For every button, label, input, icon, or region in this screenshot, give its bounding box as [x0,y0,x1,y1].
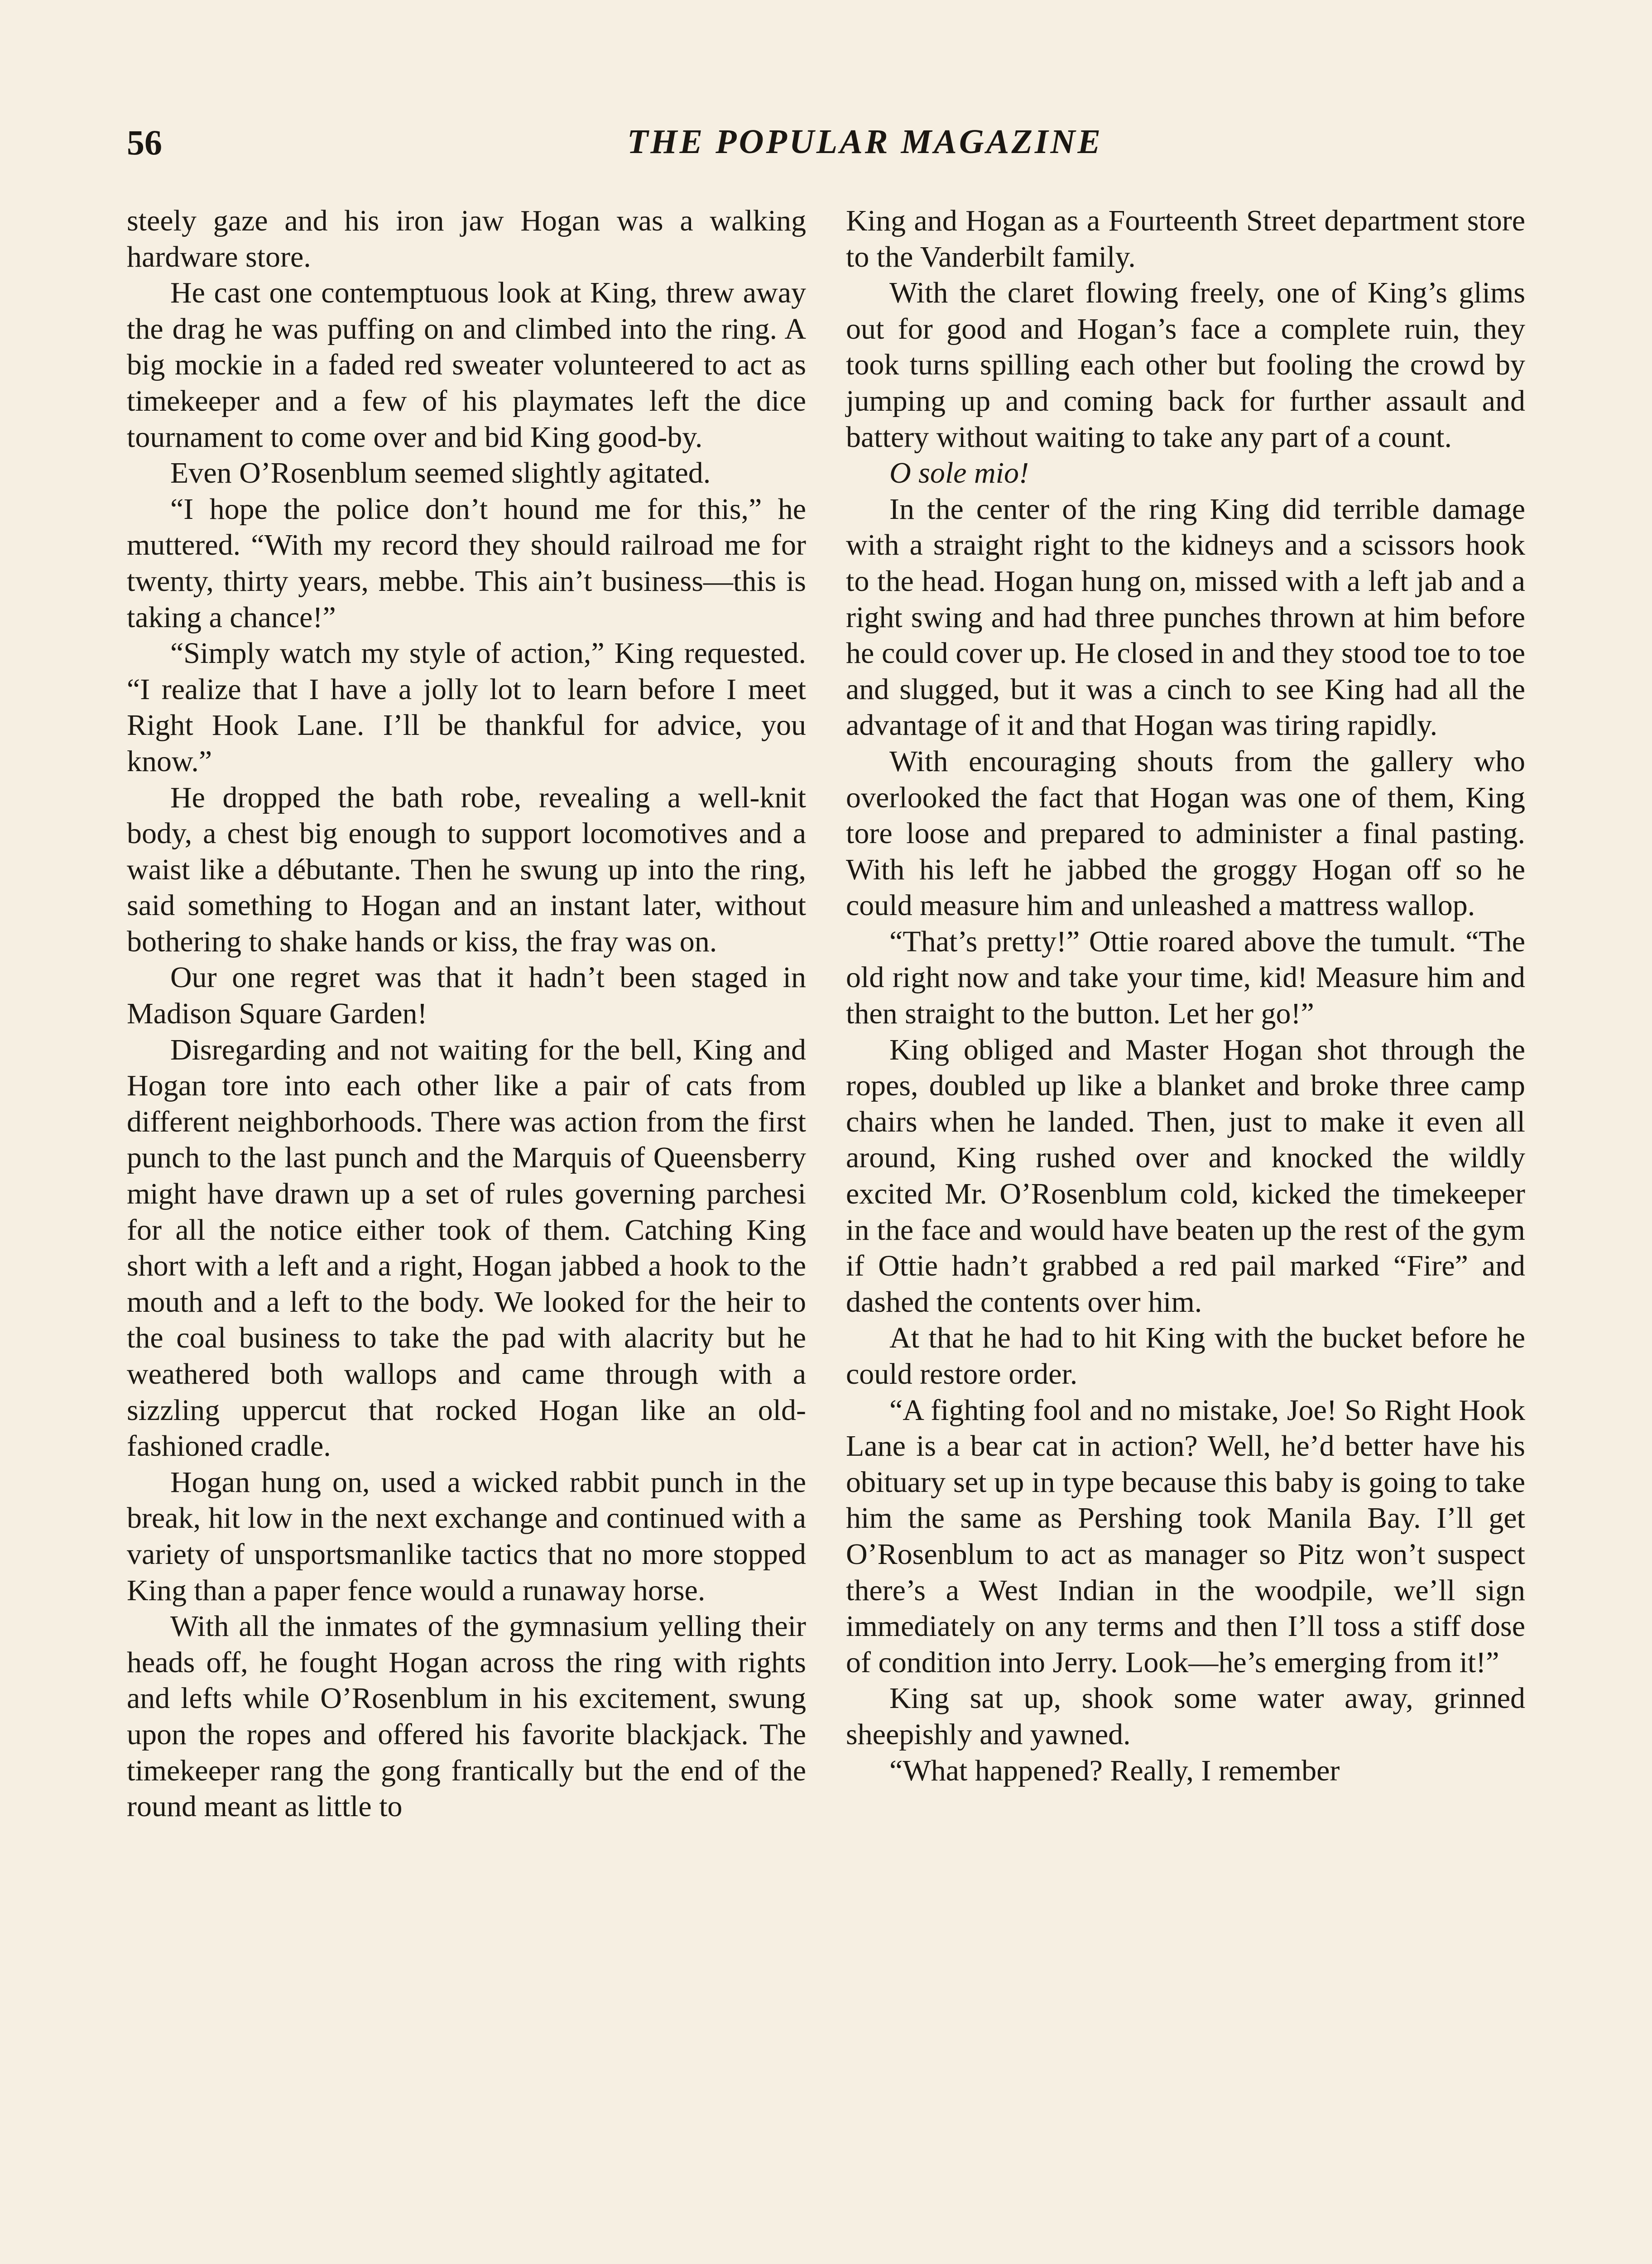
paragraph: King obliged and Master Hogan shot through the ropes, doubled up like a blanket and broke three camp chairs when he landed. Then, just to make it even all around, King rushed over and knocked the wildly excited Mr. O’Rosenblum cold, kicked the timekeeper in the face and would have beaten up the rest of the gym if Ottie hadn’t grabbed a red pail marked “Fire” and dashed the contents over him. [846,1033,1525,1319]
paragraph: steely gaze and his iron jaw Hogan was a walking hardware store. [127,204,806,273]
page-number: 56 [127,123,162,162]
paragraph: King and Hogan as a Fourteenth Street department store to the Vanderbilt family. [846,204,1525,273]
left-column [127,203,806,1825]
paragraph: “I hope the police don’t hound me for this,” he muttered. “With my record they should railroad me for twenty, thirty years, mebbe. This ain’t business—this is taking a chance!” [127,492,806,634]
right-column [846,203,1525,1789]
paragraph: Our one regret was that it hadn’t been staged in Madison Square Garden! [127,961,806,1031]
paragraph: King sat up, shook some water away, grinned sheepishly and yawned. [846,1682,1525,1751]
paragraph: “A fighting fool and no mistake, Joe! So Right Hook Lane is a bear cat in action? Well, he’d better have his obituary set up in type because this baby is going to take him the same as Pershing took Manila Bay. I’ll get O’Rosenblum to act as manager so Pitz won’t suspect there’s a West Indian in the woodpile, we’ll sign immediately on any terms and then I’ll toss a stiff dose of condition into Jerry. Look—he’s emerging from it!” [846,1393,1525,1679]
page-header [127,122,1526,172]
paragraph: With encouraging shouts from the gallery who overlooked the fact that Hogan was one of them, King tore loose and prepared to administer a final pasting. With his left he jabbed the groggy Hogan off so he could measure him and unleashed a mattress wallop. [846,744,1525,922]
paragraph: “That’s pretty!” Ottie roared above the tumult. “The old right now and take your time, kid! Measure him and then straight to the button. Let her go!” [846,925,1525,1031]
paragraph: With all the inmates of the gymnasium yelling their heads off, he fought Hogan across the ring with rights and lefts while O’Rosenblum in his excitement, swung upon the ropes and offered his favorite blackjack. The timekeeper rang the gong frantically but the end of the round meant as little to [127,1610,806,1823]
paragraph: He dropped the bath robe, revealing a well-knit body, a chest big enough to support locomotives and a waist like a débutante. Then he swung up into the ring, said something to Hogan and an instant later, without bothering to shake hands or kiss, the fray was on. [127,781,806,958]
paragraph: With the claret flowing freely, one of King’s glims out for good and Hogan’s face a complete ruin, they took turns spilling each other but fooling the crowd by jumping up and coming back for further assault and battery without waiting to take any part of a count. [846,276,1525,454]
paragraph: He cast one contemptuous look at King, threw away the drag he was puffing on and climbed into the ring. A big mockie in a faded red sweater volunteered to act as timekeeper and a few of his playmates left the dice tournament to come over and bid King good-by. [127,276,806,454]
paragraph: “Simply watch my style of action,” King requested. “I realize that I have a jolly lot to learn before I meet Right Hook Lane. I’ll be thankful for advice, you know.” [127,637,806,778]
running-title: THE POPULAR MAGAZINE [627,123,1103,161]
paragraph: Hogan hung on, used a wicked rabbit punch in the break, hit low in the next exchange and continued with a variety of unsportsmanlike tactics that no more stopped King than a paper fence would a runaway horse. [127,1465,806,1607]
paragraph: Even O’Rosenblum seemed slightly agitated. [170,456,711,490]
paragraph: “What happened? Really, I remember [889,1754,1340,1787]
paragraph: At that he had to hit King with the bucket before he could restore order. [846,1321,1525,1391]
paragraph: In the center of the ring King did terrible damage with a straight right to the kidneys and a scissors hook to the head. Hogan hung on, missed with a left jab and a right swing and had three punches thrown at him before he could cover up. He closed in and they stood toe to toe and slugged, but it was a cinch to see King had all the advantage of it and that Hogan was tiring rapidly. [846,492,1525,742]
paragraph: Disregarding and not waiting for the bell, King and Hogan tore into each other like a pair of cats from different neighborhoods. There was action from the first punch to the last punch and the Marquis of Queensberry might have drawn up a set of rules governing parchesi for all the notice either took of them. Catching King short with a left and a right, Hogan jabbed a hook to the mouth and a left to the body. We looked for the heir to the coal business to take the pad with alacrity but he weathered both wallops and came through with a sizzling uppercut that rocked Hogan like an old-fashioned cradle. [127,1033,806,1463]
paragraph: O sole mio! [889,456,1029,490]
